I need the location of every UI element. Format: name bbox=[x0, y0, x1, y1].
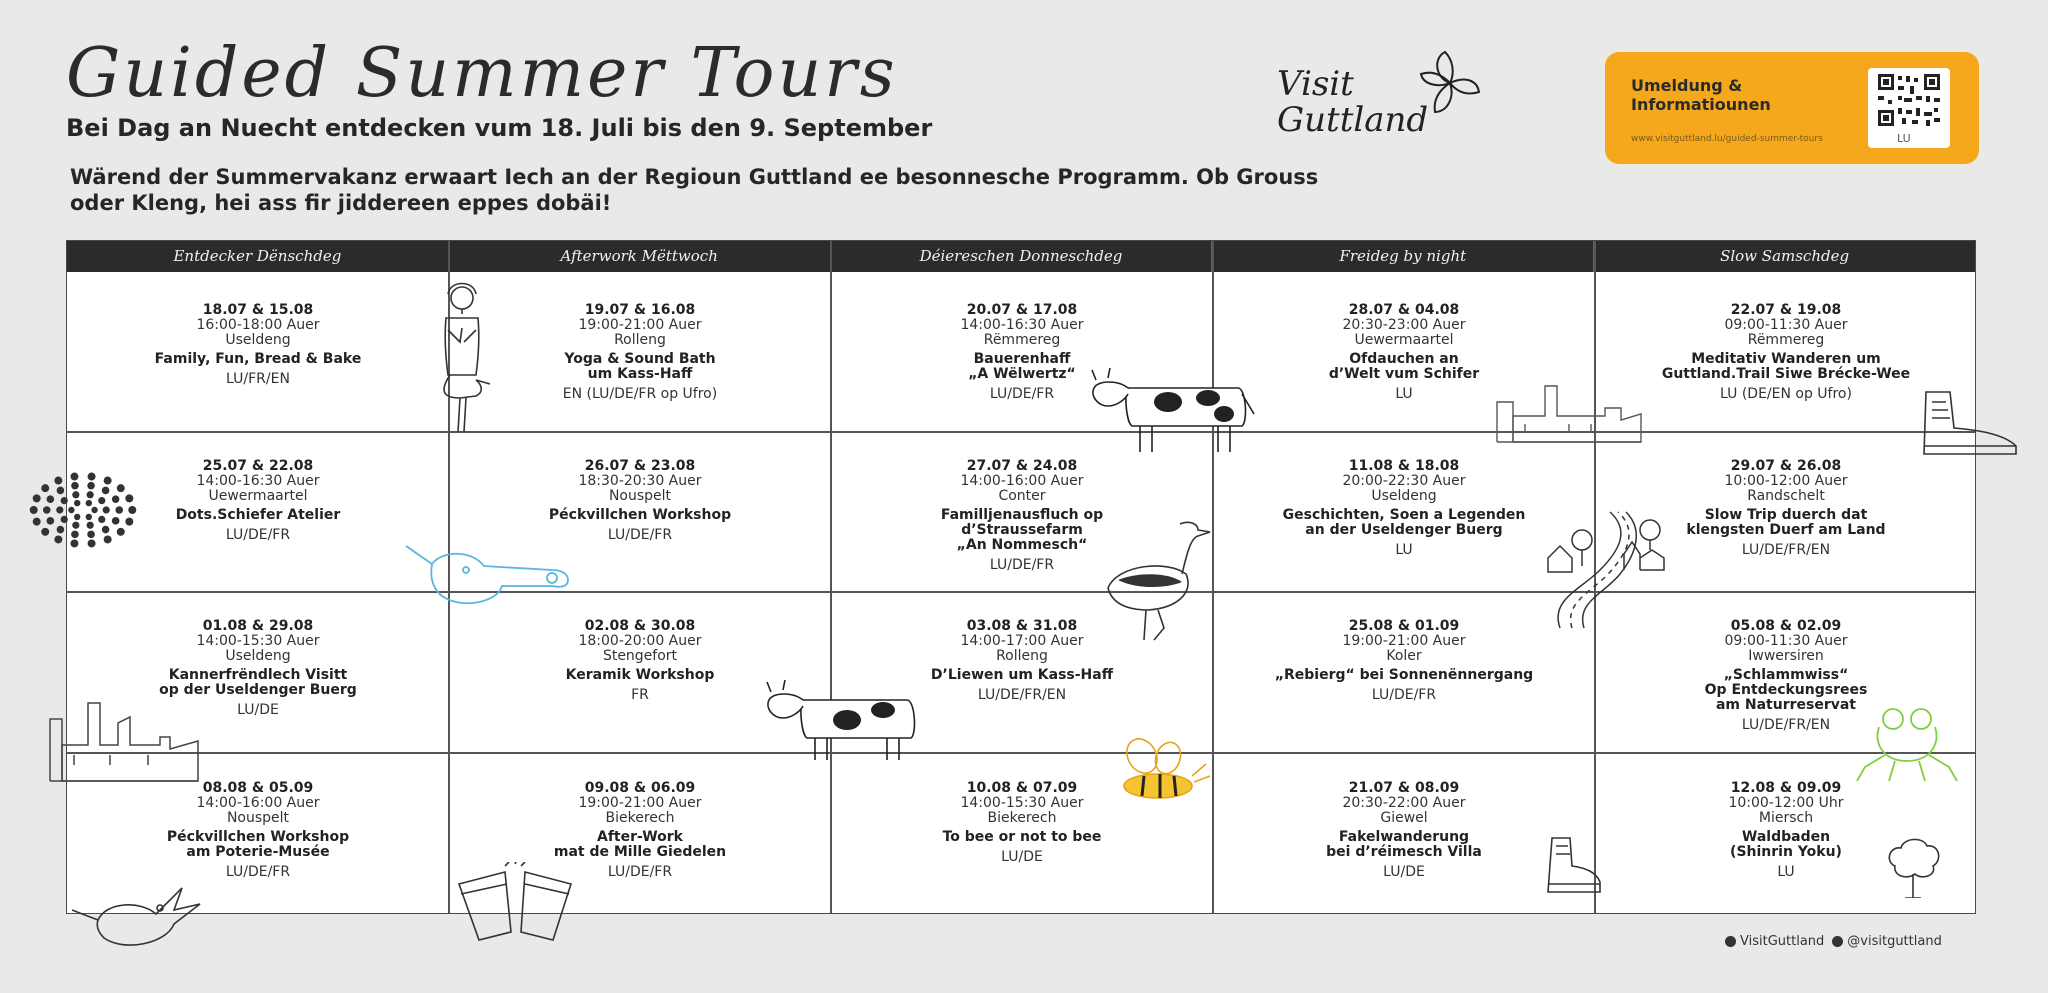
tour-date: 29.07 & 26.08 bbox=[1730, 458, 1842, 474]
tour-cell bbox=[1213, 619, 1595, 703]
logo-text: Visit Guttland bbox=[1277, 64, 1429, 140]
tour-time: 10:00-12:00 Uhr bbox=[1728, 795, 1844, 811]
tour-place: Miersch bbox=[1758, 810, 1814, 826]
tour-name: Family, Fun, Bread & Bake bbox=[154, 351, 362, 367]
tour-languages: LU/DE/FR bbox=[607, 527, 673, 543]
yoga-figure-icon bbox=[420, 280, 520, 435]
tour-date: 11.08 & 18.08 bbox=[1348, 458, 1460, 474]
tour-languages: LU bbox=[1395, 386, 1413, 402]
tour-cell bbox=[67, 781, 449, 880]
tour-place: Rolleng bbox=[614, 332, 666, 348]
tour-languages: LU/DE/FR/EN bbox=[1741, 542, 1831, 558]
frog-icon bbox=[1855, 705, 1960, 785]
tour-languages: LU bbox=[1395, 542, 1413, 558]
bird-whistle-icon bbox=[70, 880, 205, 952]
tour-name: „Rebierg“ bei Sonnenënnergang bbox=[1274, 667, 1534, 683]
cow-icon bbox=[1088, 362, 1258, 454]
tour-date: 25.07 & 22.08 bbox=[202, 458, 314, 474]
tour-name: Ofdauchen an d’Welt vum Schifer bbox=[1328, 351, 1480, 382]
tour-name: After-Work mat de Mille Giedelen bbox=[553, 829, 727, 860]
tour-name: Kannerfrëndlech Visitt op der Useldenger Buerg bbox=[159, 667, 357, 698]
tour-date: 25.08 & 01.09 bbox=[1348, 618, 1460, 634]
facebook-icon[interactable] bbox=[1725, 936, 1736, 947]
village-road-icon bbox=[1540, 510, 1670, 630]
instagram-handle[interactable]: @visitguttland bbox=[1847, 934, 1942, 949]
tour-time: 09:00-11:30 Auer bbox=[1724, 317, 1848, 333]
visit-guttland-logo bbox=[1275, 48, 1535, 148]
tree-icon bbox=[1885, 836, 1943, 898]
registration-title: Umeldung & Informatiounen bbox=[1631, 76, 1771, 114]
tour-time: 20:00-22:30 Auer bbox=[1342, 473, 1466, 489]
table-header bbox=[67, 241, 1975, 272]
tour-languages: LU/DE/FR bbox=[1371, 687, 1437, 703]
tour-languages: LU/DE bbox=[1383, 864, 1425, 880]
tour-place: Uewermaartel bbox=[1354, 332, 1454, 348]
ostrich-icon bbox=[1098, 518, 1218, 642]
tour-date: 26.07 & 23.08 bbox=[584, 458, 696, 474]
tour-languages: LU/DE/FR bbox=[607, 864, 673, 880]
social-footer bbox=[1725, 934, 1942, 949]
tour-date: 08.08 & 05.09 bbox=[202, 780, 314, 796]
tour-place: Rolleng bbox=[996, 648, 1048, 664]
tour-name: Bauerenhaff „A Wëlwertz“ bbox=[968, 351, 1076, 382]
tour-date: 10.08 & 07.09 bbox=[966, 780, 1078, 796]
tour-place: Stengefort bbox=[602, 648, 678, 664]
tour-date: 20.07 & 17.08 bbox=[966, 302, 1078, 318]
column-header: Déiereschen Donneschdeg bbox=[831, 241, 1213, 272]
tour-date: 12.08 & 09.09 bbox=[1730, 780, 1842, 796]
tour-place: Useldeng bbox=[225, 332, 291, 348]
tour-time: 14:00-15:30 Auer bbox=[960, 795, 1084, 811]
tour-date: 05.08 & 02.09 bbox=[1730, 618, 1842, 634]
tour-languages: LU/DE/FR bbox=[225, 527, 291, 543]
tour-name: Yoga & Sound Bath um Kass-Haff bbox=[564, 351, 716, 382]
tour-name: Meditativ Wanderen um Guttland.Trail Siwe Brécke-Wee bbox=[1661, 351, 1911, 382]
tour-languages: FR bbox=[631, 687, 649, 703]
tour-languages: LU (DE/EN op Ufro) bbox=[1720, 386, 1852, 402]
tour-time: 19:00-21:00 Auer bbox=[578, 795, 702, 811]
tour-time: 20:30-22:00 Auer bbox=[1342, 795, 1466, 811]
tour-time: 20:30-23:00 Auer bbox=[1342, 317, 1466, 333]
tour-place: Koler bbox=[1386, 648, 1422, 664]
tour-date: 21.07 & 08.09 bbox=[1348, 780, 1460, 796]
tour-name: Waldbaden (Shinrin Yoku) bbox=[1730, 829, 1842, 860]
tour-name: Slow Trip duerch dat klengsten Duerf am Land bbox=[1686, 507, 1886, 538]
facebook-handle[interactable]: VisitGuttland bbox=[1740, 934, 1825, 949]
tour-time: 14:00-16:30 Auer bbox=[960, 317, 1084, 333]
tour-time: 19:00-21:00 Auer bbox=[1342, 633, 1466, 649]
tour-name: „Schlammwiss“ Op Entdeckungsrees am Naturreservat bbox=[1704, 667, 1868, 713]
column-header: Slow Samschdeg bbox=[1720, 247, 1850, 265]
tour-name: Dots.Schiefer Atelier bbox=[175, 507, 341, 523]
tour-cell bbox=[449, 459, 831, 543]
tour-time: 09:00-11:30 Auer bbox=[1724, 633, 1848, 649]
tour-place: Nouspelt bbox=[226, 810, 290, 826]
castle-icon bbox=[1495, 380, 1645, 445]
tour-date: 28.07 & 04.08 bbox=[1348, 302, 1460, 318]
tour-place: Giewel bbox=[1380, 810, 1428, 826]
registration-url[interactable]: www.visitguttland.lu/guided-summer-tours bbox=[1631, 134, 1823, 144]
tour-place: Randschelt bbox=[1747, 488, 1825, 504]
tour-place: Useldeng bbox=[1371, 488, 1437, 504]
tour-place: Iwwersiren bbox=[1748, 648, 1824, 664]
tour-name: D’Liewen um Kass-Haff bbox=[930, 667, 1114, 683]
leaf-logo-icon bbox=[1415, 48, 1485, 118]
tour-name: Fakelwanderung bei d’réimesch Villa bbox=[1326, 829, 1482, 860]
tour-date: 09.08 & 06.09 bbox=[584, 780, 696, 796]
toasting-glasses-icon bbox=[455, 862, 580, 942]
tour-languages: LU/DE bbox=[237, 702, 279, 718]
tour-place: Useldeng bbox=[225, 648, 291, 664]
tour-name: To bee or not to bee bbox=[942, 829, 1102, 845]
tour-cell bbox=[1213, 459, 1595, 558]
tour-languages: LU/DE/FR bbox=[989, 386, 1055, 402]
bird-whistle-icon bbox=[402, 540, 577, 610]
tour-time: 14:00-16:00 Auer bbox=[960, 473, 1084, 489]
qr-language-label: LU bbox=[1897, 132, 1911, 145]
column-header: Entdecker Dënschdeg bbox=[67, 241, 449, 272]
tour-name: Keramik Workshop bbox=[565, 667, 715, 683]
instagram-icon[interactable] bbox=[1832, 936, 1843, 947]
tour-place: Rëmmereg bbox=[1747, 332, 1825, 348]
tour-name: Péckvillchen Workshop bbox=[548, 507, 732, 523]
tour-place: Rëmmereg bbox=[983, 332, 1061, 348]
boot-icon bbox=[1546, 836, 1604, 896]
tour-languages: LU/DE/FR bbox=[989, 557, 1055, 573]
tour-languages: LU/DE/FR/EN bbox=[977, 687, 1067, 703]
tour-date: 27.07 & 24.08 bbox=[966, 458, 1078, 474]
tour-languages: LU/DE/FR/EN bbox=[1741, 717, 1831, 733]
dots-flower-icon bbox=[26, 470, 141, 550]
tour-time: 14:00-17:00 Auer bbox=[960, 633, 1084, 649]
intro-text: Wärend der Summervakanz erwaart Iech an der Regioun Guttland ee besonnesche Programm. Ob Grouss oder Kleng, hei ass fir jiddereen eppes dobäi! bbox=[70, 165, 1319, 215]
tour-languages: EN (LU/DE/FR op Ufro) bbox=[562, 386, 718, 402]
tour-date: 18.07 & 15.08 bbox=[202, 302, 314, 318]
boot-icon bbox=[1918, 388, 2023, 460]
tour-time: 18:00-20:00 Auer bbox=[578, 633, 702, 649]
tour-date: 19.07 & 16.08 bbox=[584, 302, 696, 318]
page-subtitle: Bei Dag an Nuecht entdecken vum 18. Juli bis den 9. September bbox=[66, 114, 933, 142]
tour-date: 22.07 & 19.08 bbox=[1730, 302, 1842, 318]
tour-name: Geschichten, Soen a Legenden an der Useldenger Buerg bbox=[1282, 507, 1526, 538]
tour-date: 02.08 & 30.08 bbox=[584, 618, 696, 634]
tour-place: Nouspelt bbox=[608, 488, 672, 504]
registration-box bbox=[1605, 52, 1979, 164]
tour-date: 03.08 & 31.08 bbox=[966, 618, 1078, 634]
tour-time: 14:00-16:30 Auer bbox=[196, 473, 320, 489]
tour-time: 14:00-15:30 Auer bbox=[196, 633, 320, 649]
tour-place: Biekerech bbox=[987, 810, 1057, 826]
tour-time: 10:00-12:00 Auer bbox=[1724, 473, 1848, 489]
tour-time: 16:00-18:00 Auer bbox=[196, 317, 320, 333]
bee-icon bbox=[1110, 736, 1215, 804]
tour-languages: LU/DE/FR bbox=[225, 864, 291, 880]
column-header: Afterwork Mëttwoch bbox=[449, 241, 831, 272]
tour-languages: LU/DE bbox=[1001, 849, 1043, 865]
tour-place: Biekerech bbox=[605, 810, 675, 826]
tour-languages: LU bbox=[1777, 864, 1795, 880]
tour-cell bbox=[67, 303, 449, 387]
column-header: Freideg by night bbox=[1212, 241, 1594, 272]
tour-place: Conter bbox=[998, 488, 1046, 504]
tour-time: 14:00-16:00 Auer bbox=[196, 795, 320, 811]
tour-date: 01.08 & 29.08 bbox=[202, 618, 314, 634]
tour-time: 18:30-20:30 Auer bbox=[578, 473, 702, 489]
castle-icon bbox=[48, 693, 203, 783]
page-title: Guided Summer Tours bbox=[66, 34, 898, 113]
tour-place: Uewermaartel bbox=[208, 488, 308, 504]
tour-cell bbox=[1213, 781, 1595, 880]
tour-schedule-table bbox=[66, 240, 1976, 914]
tour-time: 19:00-21:00 Auer bbox=[578, 317, 702, 333]
tour-languages: LU/FR/EN bbox=[226, 371, 290, 387]
tour-name: Familljenausfluch op d’Straussefarm „An Nommesch“ bbox=[940, 507, 1104, 553]
tour-name: Péckvillchen Workshop am Poterie-Musée bbox=[166, 829, 350, 860]
cow-icon bbox=[763, 676, 923, 761]
